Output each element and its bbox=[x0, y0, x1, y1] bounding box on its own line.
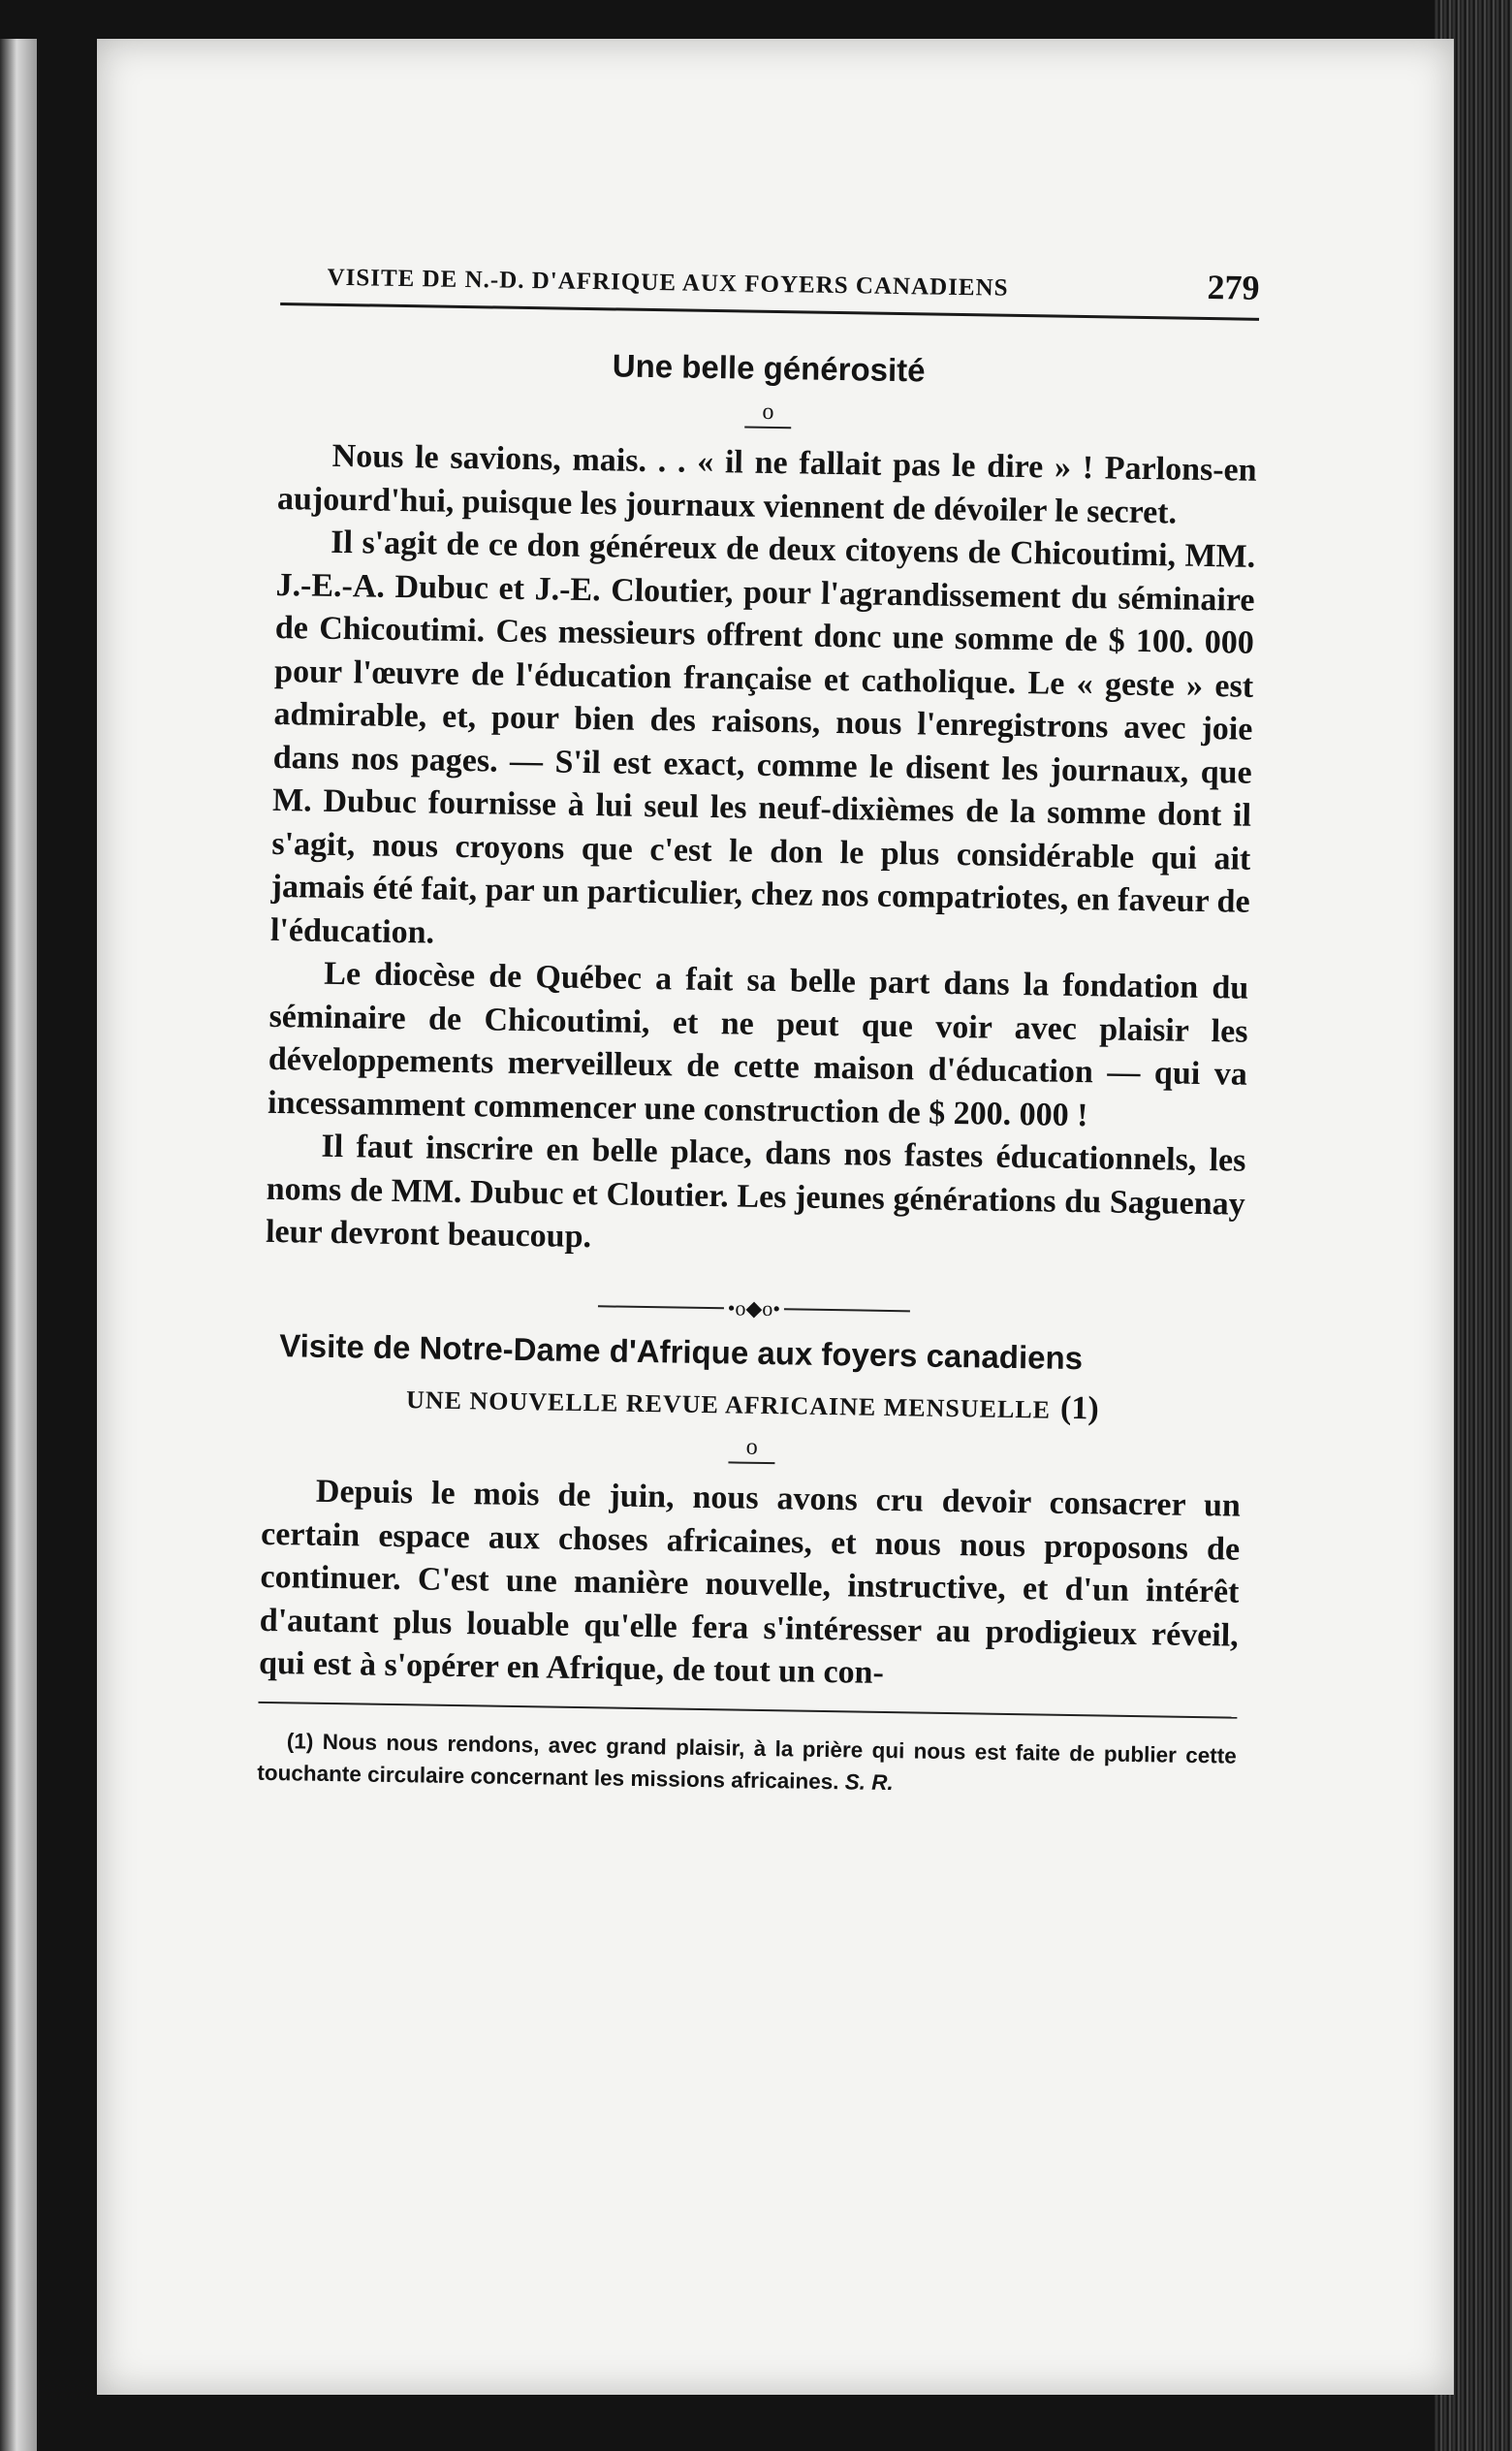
footnote-text: (1) Nous nous rendons, avec grand plaisir, à la prière qui nous est faite de publier cette touchante circulaire concernant les missions africaines. bbox=[257, 1729, 1237, 1795]
divider-ornament: •o◆o• bbox=[727, 1295, 781, 1321]
section-subtitle bbox=[263, 1378, 1242, 1430]
paragraph-5: Depuis le mois de juin, nous avons cru devoir consacrer un certain espace aux choses africaines, et nous nous proposons de continuer. C'est une manière nouvelle, instructive, et d'un intérêt d'autant plus louable qu'elle fera s'intéresser au prodigieux réveil, qui est à s'opérer en Afrique, de tout un con- bbox=[258, 1474, 1242, 1692]
scanner-left-edge bbox=[0, 39, 37, 2451]
running-head-title: VISITE DE N.-D. D'AFRIQUE AUX FOYERS CANADIENS bbox=[327, 264, 1009, 302]
footnote-signature: S. R. bbox=[844, 1769, 894, 1796]
page-content bbox=[257, 252, 1260, 1804]
section-ornament-2 bbox=[262, 1428, 1241, 1472]
paragraph-3: Le diocèse de Québec a fait sa belle part dans la fondation du séminaire de Chicoutimi, et ne peut que voir avec plaisir les développements merveilleux de cette maison d'éducation — qui va incessamment commencer une construction de $ 200. 000 ! bbox=[267, 955, 1249, 1133]
section-ornament-2-mark: o bbox=[728, 1436, 774, 1465]
divider-line-left bbox=[598, 1306, 724, 1310]
book-page bbox=[97, 39, 1454, 2395]
divider-line-right bbox=[784, 1309, 910, 1313]
section-divider bbox=[265, 1287, 1244, 1329]
subtitle-text: UNE NOUVELLE REVUE AFRICAINE MENSUELLE bbox=[405, 1385, 1052, 1425]
page-number: 279 bbox=[1207, 268, 1260, 307]
section-ornament-mark: o bbox=[744, 400, 791, 430]
footnote-rule bbox=[258, 1702, 1237, 1719]
footnote bbox=[257, 1725, 1237, 1804]
paragraph-2: Il s'agit de ce don généreux de deux citoyens de Chicoutimi, MM. J.-E.-A. Dubuc et J.-E. Cloutier, pour l'agrandissement du séminaire de Chicoutimi. Ces messieurs offrent donc une somme de $ 100. 000 pour l'œuvre de l'éducation française et catholique. Le « geste » est admirable, et, pour bien des raisons, nous l'enregistrons avec joie dans nos pages. — S'il est exact, comme le disent les journaux, que M. Dubuc fournisse à lui seul les neuf-dixièmes de la somme dont il s'agit, nous croyons que c'est le don le plus considérable qui ait jamais été fait, par un particulier, chez nos compatriotes, en faveur de l'éducation. bbox=[269, 524, 1256, 951]
running-head bbox=[280, 252, 1260, 308]
paragraph-4: Il faut inscrire en belle place, dans nos fastes éducationnels, les noms de MM. Dubuc et Cloutier. Les jeunes générations du Saguenay leur devront beaucoup. bbox=[265, 1128, 1246, 1256]
section-title-visite: Visite de Notre-Dame d'Afrique aux foyers canadiens bbox=[278, 1327, 1084, 1377]
section-title-generosite: Une belle générosité bbox=[612, 347, 926, 389]
section-ornament bbox=[278, 393, 1257, 436]
paragraph-1: Nous le savions, mais. . . « il ne fallait pas le dire » ! Parlons-en aujourd'hui, puisque les journaux viennent de dévoiler le secret. bbox=[276, 437, 1257, 531]
footnote-reference: (1) bbox=[1059, 1390, 1099, 1427]
